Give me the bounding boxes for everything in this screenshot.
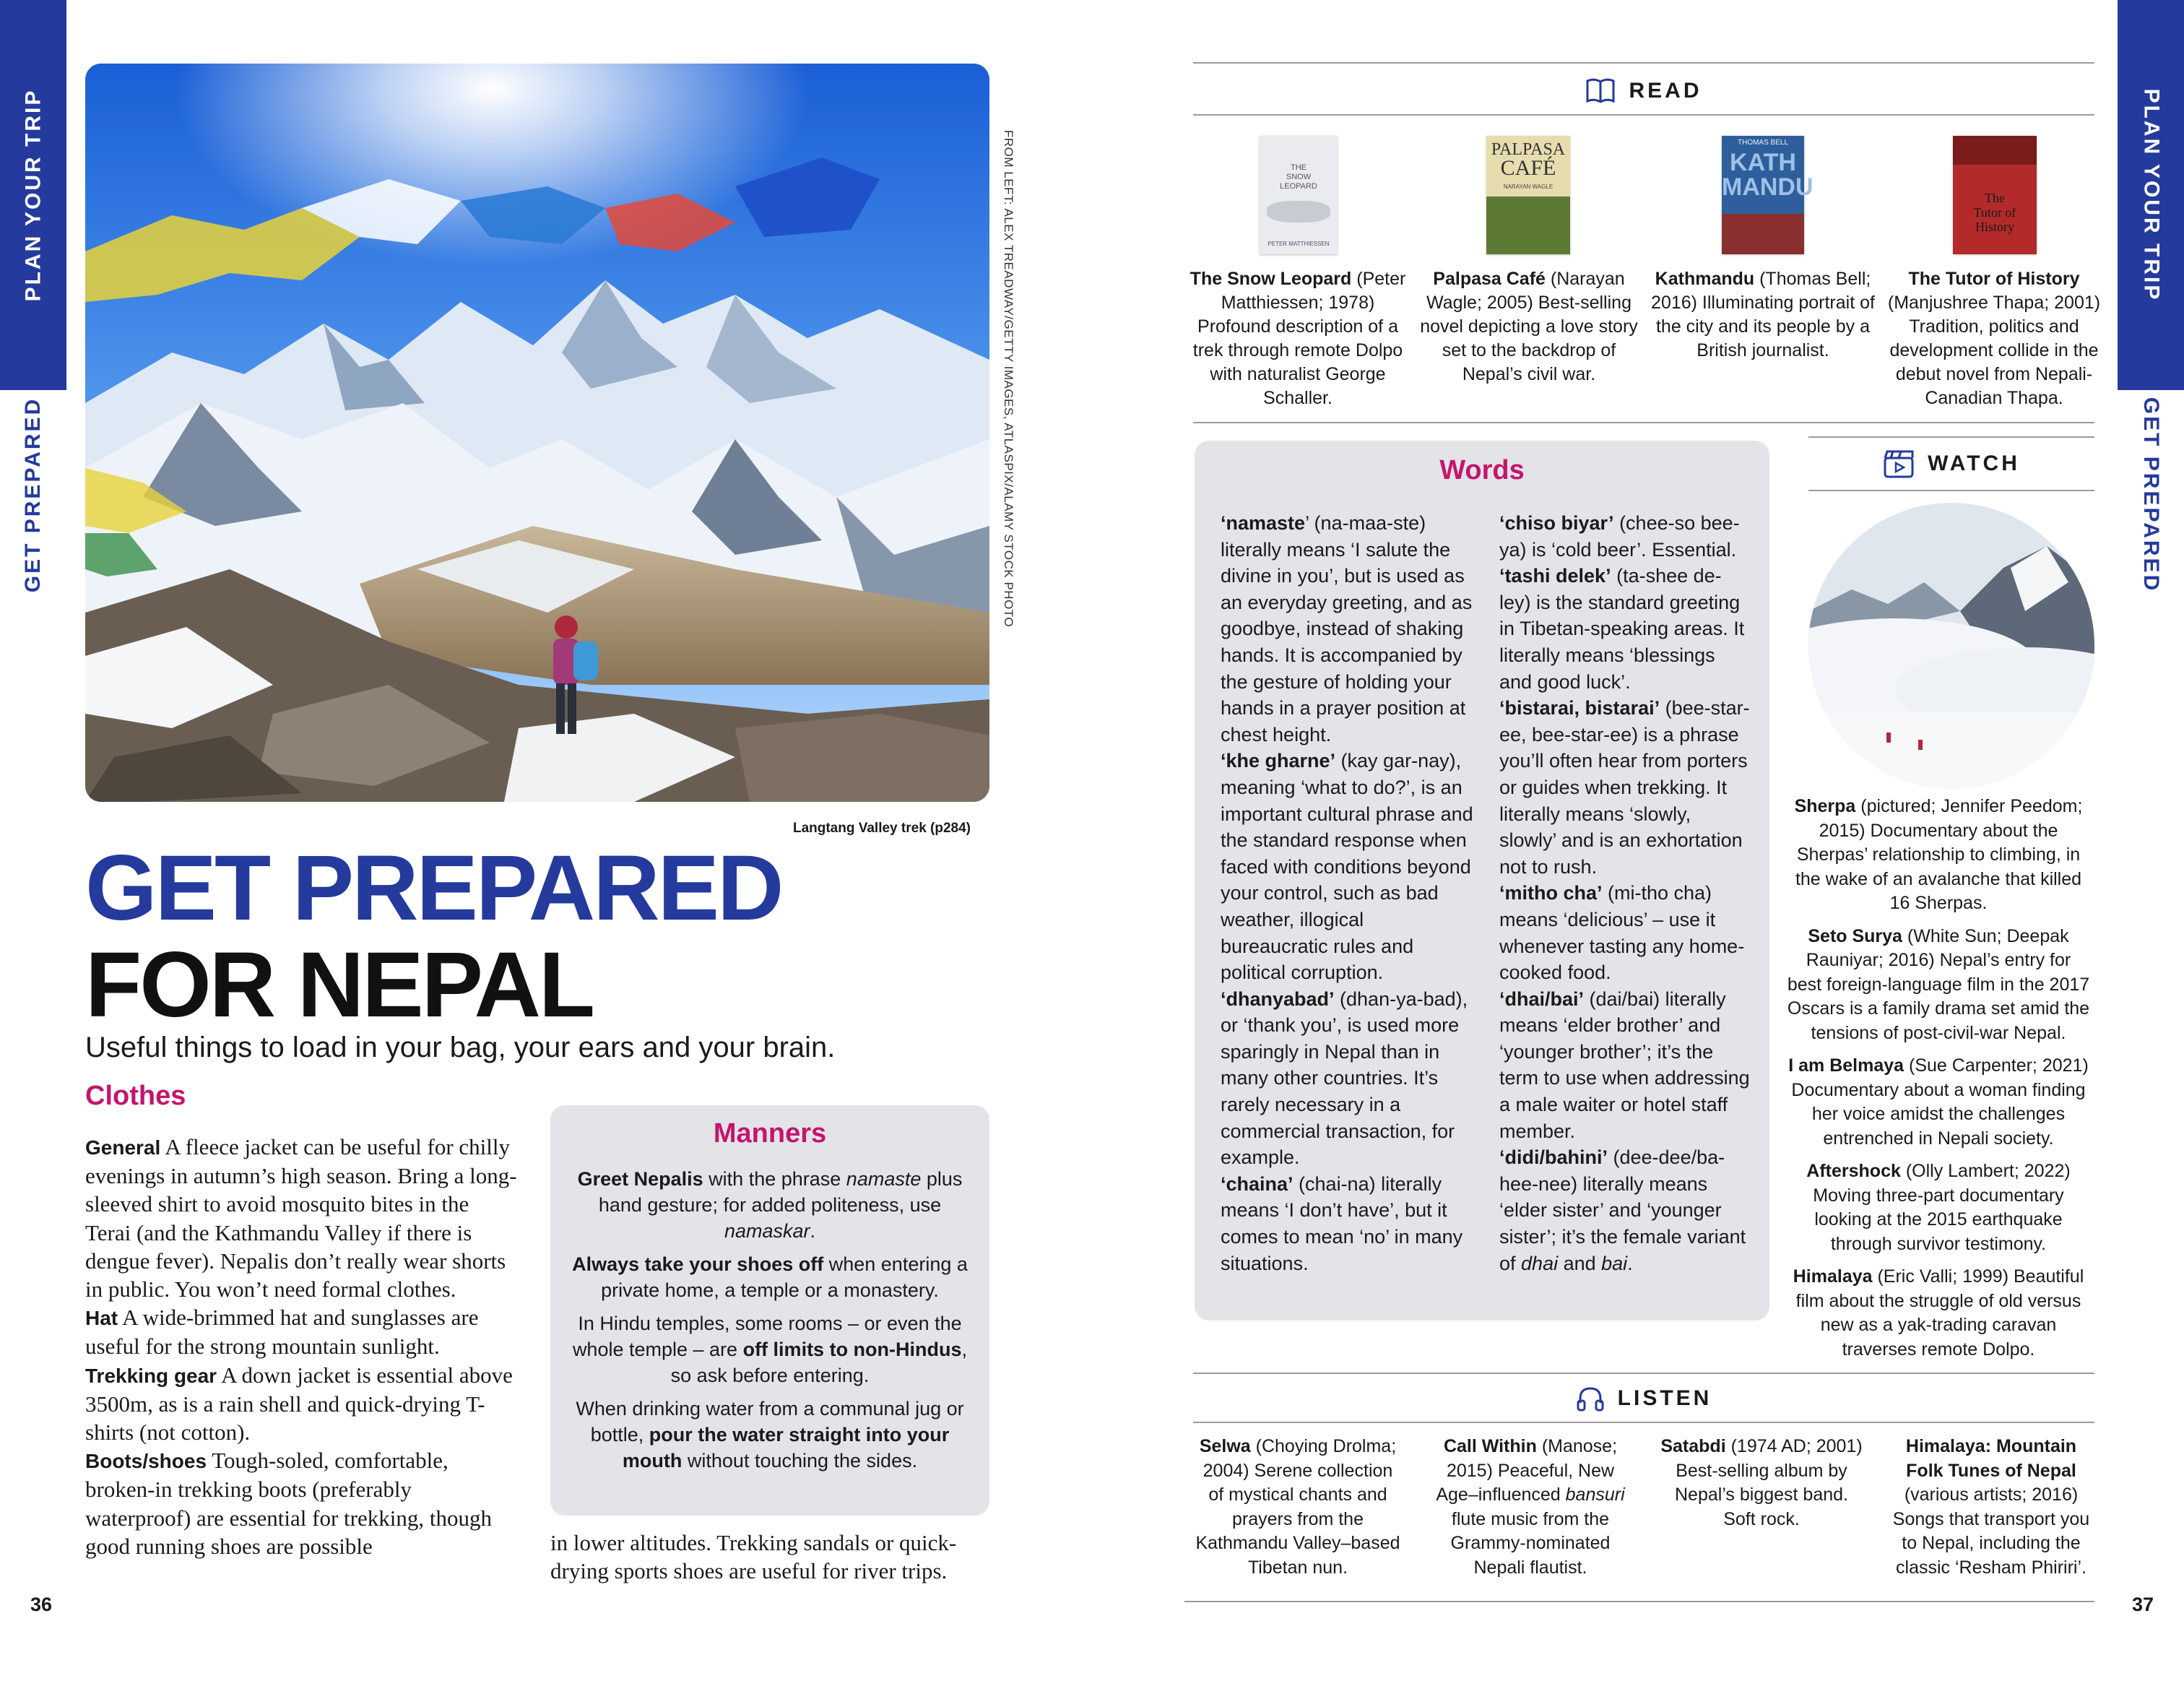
book-cover-title <box>1722 149 1814 201</box>
album-title: Himalaya: Mountain Folk Tunes of Nepal <box>1905 1436 2077 1481</box>
watch-item <box>1787 925 2090 1046</box>
words-box <box>1195 441 1769 1321</box>
cover-foliage <box>1486 196 1570 254</box>
book-cover-title <box>1486 140 1570 178</box>
hero-photo <box>85 64 989 802</box>
photo-caption: Langtang Valley trek (p284) <box>792 821 971 836</box>
word-term: ‘namaste <box>1221 512 1306 534</box>
word-entry <box>1499 986 1752 1145</box>
cover-crowd <box>1953 136 2037 165</box>
photo-credit <box>994 130 1018 628</box>
manners-body <box>566 1166 974 1481</box>
manners-paragraph <box>566 1396 974 1474</box>
divider <box>1808 436 2094 438</box>
divider <box>1808 490 2094 491</box>
cover-author: NARAYAN WAGLE <box>1503 183 1554 190</box>
page-title-line1: GET PREPARED <box>85 837 782 940</box>
clothes-text: Tough-soled, comfortable, broken-in trekking boots (preferably waterproof) are essential for trekking, though good running shoes are possible <box>85 1448 492 1559</box>
word-entry <box>1499 880 1752 985</box>
album-italic: bansuri <box>1565 1485 1625 1505</box>
manners-text: with the phrase <box>703 1168 846 1190</box>
manners-text: . <box>810 1220 816 1242</box>
listen-item-himalaya-folk-tunes <box>1886 1435 2096 1580</box>
headphones-icon <box>1576 1384 1605 1413</box>
album-description: (Manose; 2015) Peaceful, New Age–influenced <box>1436 1436 1618 1505</box>
word-italic: dhai <box>1521 1252 1559 1274</box>
film-title: Aftershock <box>1806 1161 1901 1181</box>
watch-item <box>1787 795 2090 916</box>
word-definition: and <box>1558 1252 1602 1274</box>
manners-bold: Always take your shoes off <box>572 1253 824 1275</box>
book-title: Kathmandu <box>1655 269 1755 289</box>
watch-item <box>1787 1265 2090 1362</box>
page-number-left: 36 <box>30 1594 53 1615</box>
page-title-line2: FOR NEPAL <box>85 933 594 1037</box>
cover-text: CAFÉ <box>1500 156 1556 180</box>
divider <box>1193 62 2094 64</box>
words-heading: Words <box>1439 455 1525 485</box>
manners-text: when entering a private home, a temple or a monastery. <box>601 1253 968 1301</box>
album-title: Call Within <box>1443 1436 1537 1456</box>
listen-item-selwa <box>1193 1435 1403 1580</box>
word-definition: (ta-shee de-ley) is the standard greeting in Tibetan-speaking areas. It literally means ‘blessings and good luck’. <box>1499 565 1745 693</box>
word-definition: (bee-star-ee, bee-star-ee) is a phrase you’ll often hear from porters or guides when trekking. It literally means ‘slowly, slowly’ and is an exhortation not to rush. <box>1499 697 1750 878</box>
word-definition: (kay gar-nay), meaning ‘what to do?’, is an important cultural phrase and the standard response when faced with conditions beyond your control, such as bad weather, illogical bureaucratic rules and political corruption. <box>1221 750 1473 984</box>
word-entry <box>1499 695 1752 880</box>
album-title: Satabdi <box>1660 1436 1726 1456</box>
cover-text: History <box>1975 220 2014 234</box>
manners-text: without touching the sides. <box>682 1450 918 1472</box>
side-tab-get-prepared-left <box>0 397 66 593</box>
word-italic: bai <box>1601 1252 1628 1274</box>
clothes-item-trekking-gear <box>85 1361 519 1447</box>
snowy-peaks-illustration <box>1808 503 2094 789</box>
manners-italic: namaste <box>846 1168 922 1190</box>
word-term: ‘chiso biyar’ <box>1499 512 1614 534</box>
cover-author: THOMAS BELL <box>1737 139 1789 147</box>
side-tab-get-prepared-right <box>2118 397 2184 593</box>
word-definition: (dhan-ya-bad), or ‘thank you’, is used more sparingly in Nepal than in many other countries. It’s rarely necessary in a commercial transaction, for example. <box>1221 988 1468 1169</box>
word-definition: (mi-tho cha) means ‘delicious’ – use it whenever tasting any home-cooked food. <box>1499 882 1745 984</box>
cover-text: The <box>1985 191 2005 205</box>
clothes-term: Boots/shoes <box>85 1450 207 1473</box>
book-icon <box>1585 77 1616 105</box>
clothes-text: A down jacket is essential above 3500m, as is a rain shell and quick-drying T-shirts (not cotton). <box>85 1362 513 1446</box>
manners-paragraph <box>566 1166 974 1244</box>
listen-item-call-within <box>1426 1435 1635 1580</box>
word-definition: ’ (na-maa-ste) literally means ‘I salute the divine in you’, but is used as an everyday greeting, and as goodbye, instead of shaking hands. It is accompanied by the gesture of holding your hands in a prayer position at chest height. <box>1221 512 1473 746</box>
words-column-1 <box>1221 510 1473 1276</box>
read-label: READ <box>1629 79 1702 103</box>
word-term: ‘dhanyabad’ <box>1221 988 1335 1010</box>
word-definition: (dee-dee/ba-hee-nee) literally means ‘elder sister’ and ‘younger sister’; it’s the female variant of <box>1499 1146 1746 1274</box>
photo-credit-text: FROM LEFT: ALEX TREADWAY/GETTY IMAGES, ATLASPIX/ALAMY STOCK PHOTO <box>1002 130 1015 628</box>
book-cover-tutor-of-history <box>1953 136 2037 254</box>
manners-text: plus hand gesture; for added politeness, use <box>598 1168 963 1216</box>
watch-list <box>1787 795 2090 1370</box>
book-entry-tutor-of-history <box>1882 267 2106 410</box>
book-cover-snow-leopard <box>1260 136 1338 254</box>
book-description: (Manjushree Thapa; 2001) Tradition, politics and development collide in the debut novel from Nepali-Canadian Thapa. <box>1887 293 2101 408</box>
cover-text: PALPASA <box>1491 140 1566 159</box>
manners-bold: Greet Nepalis <box>577 1168 703 1190</box>
film-title: Seto Surya <box>1808 925 1902 946</box>
clothes-text: A wide-brimmed hat and sunglasses are useful for the strong mountain sunlight. <box>85 1305 479 1360</box>
manners-bold: pour the water straight into your mouth <box>622 1424 950 1472</box>
cover-text: LEOPARD <box>1280 182 1317 191</box>
clothes-text: A fleece jacket can be useful for chilly evenings in autumn’s high season. Bring a long-sleeved shirt to avoid mosquito bites in the Terai (and the Kathmandu Valley if there is dengue fever). Nepalis don’t really wear shorts in public. You won’t need formal clothes. <box>85 1134 517 1302</box>
listen-label: LISTEN <box>1617 1386 1712 1410</box>
side-tab-label: PLAN YOUR TRIP <box>21 88 45 302</box>
cover-text: KATH <box>1730 149 1796 176</box>
word-definition: . <box>1627 1252 1633 1274</box>
film-description: (Olly Lambert; 2022) Moving three-part documentary looking at the 2015 earthquake through survivor testimony. <box>1813 1161 2071 1254</box>
word-entry <box>1221 1171 1473 1276</box>
watch-header <box>1808 444 2094 484</box>
album-description: (Choying Drolma; 2004) Serene collection of mystical chants and prayers from the Kathmandu Valley–based Tibetan nun. <box>1195 1436 1400 1578</box>
words-column-2 <box>1499 510 1752 1276</box>
cover-text: THE <box>1291 163 1306 172</box>
book-cover-palpasa-cafe <box>1486 136 1570 254</box>
film-title: I am Belmaya <box>1788 1055 1904 1076</box>
word-entry <box>1499 510 1752 563</box>
divider <box>1193 1422 2094 1423</box>
film-description: (White Sun; Deepak Rauniyar; 2016) Nepal’s entry for best foreign-language film in the 2017 Oscars is a family drama set amid the tensions of post-civil-war Nepal. <box>1787 925 2090 1043</box>
book-cover-title <box>1953 191 2037 234</box>
side-tab-label: GET PREPARED <box>21 397 46 593</box>
word-term: ‘dhai/bai’ <box>1499 988 1585 1010</box>
watch-item <box>1787 1159 2090 1256</box>
clothes-term: General <box>85 1136 161 1159</box>
side-tab-label: GET PREPARED <box>2139 397 2164 593</box>
clapperboard-icon <box>1883 449 1915 479</box>
word-term: ‘chaina’ <box>1221 1172 1294 1195</box>
manners-text: , so ask before entering. <box>670 1339 968 1386</box>
album-description: flute music from the Grammy-nominated Nepali flautist. <box>1450 1508 1611 1578</box>
page-subtitle: Useful things to load in your bag, your ears and your brain. <box>85 1032 836 1063</box>
word-term: ‘mitho cha’ <box>1499 882 1603 904</box>
manners-paragraph <box>566 1310 974 1388</box>
cover-text: Tutor of <box>1973 205 2016 220</box>
film-description: (Sue Carpenter; 2021) Documentary about a woman finding her voice amidst the challenges entrenched in Nepali society. <box>1791 1055 2089 1149</box>
leopard-figure <box>1267 201 1330 222</box>
word-definition: (chai-na) literally means ‘I don’t have’, but it comes to mean ‘no’ in many situations. <box>1221 1172 1463 1274</box>
cover-text: MANDU <box>1722 173 1814 201</box>
side-tab-label: PLAN YOUR TRIP <box>2139 88 2163 302</box>
word-term: ‘bistarai, bistarai’ <box>1499 697 1660 719</box>
word-entry <box>1499 1144 1752 1276</box>
clothes-term: Hat <box>85 1307 118 1330</box>
clothes-continued: in lower altitudes. Trekking sandals or quick-drying sports shoes are useful for river trips. <box>550 1530 957 1584</box>
manners-italic: namaskar <box>724 1220 810 1242</box>
cover-author: PETER MATTHIESSEN <box>1268 241 1330 247</box>
word-entry <box>1221 510 1473 748</box>
clothes-item-hat <box>85 1303 519 1360</box>
clothes-heading: Clothes <box>85 1081 186 1111</box>
clothes-body <box>85 1133 519 1560</box>
book-description: (Thomas Bell; 2016) Illuminating portrait of the city and its people by a British journalist. <box>1651 269 1875 360</box>
listen-item-satabdi <box>1657 1435 1866 1531</box>
book-entry-snow-leopard <box>1186 267 1410 410</box>
book-cover-kathmandu <box>1722 136 1814 254</box>
listen-header <box>1193 1378 2094 1419</box>
side-tab-plan-your-trip-right <box>2118 0 2184 390</box>
page-number-right: 37 <box>2132 1594 2154 1615</box>
word-entry <box>1499 563 1752 695</box>
manners-paragraph <box>566 1251 974 1303</box>
album-description: (various artists; 2016) Songs that transport you to Nepal, including the classic ‘Resham Phiriri’. <box>1892 1485 2090 1578</box>
word-term: ‘khe gharne’ <box>1221 750 1336 772</box>
book-cover-title <box>1260 163 1338 191</box>
film-description: (Eric Valli; 1999) Beautiful film about the struggle of old versus new as a yak-trading caravan traverses remote Dolpo. <box>1795 1266 2084 1360</box>
cover-text: SNOW <box>1286 173 1312 181</box>
film-title: Sherpa <box>1794 796 1856 816</box>
side-tab-plan-your-trip-left <box>0 0 66 390</box>
manners-box <box>550 1105 989 1516</box>
divider <box>1193 114 2094 116</box>
manners-bold: off limits to non-Hindus <box>742 1339 962 1360</box>
mountain-trek-illustration <box>85 64 989 802</box>
film-title: Himalaya <box>1793 1266 1873 1287</box>
book-description: (Narayan Wagle; 2005) Best-selling novel depicting a love story set to the backdrop of Nepal’s civil war. <box>1420 269 1638 384</box>
album-description: (1974 AD; 2001) Best-selling album by Nepal’s biggest band. Soft rock. <box>1675 1436 1863 1529</box>
book-title: The Snow Leopard <box>1190 269 1352 289</box>
word-entry <box>1221 748 1473 985</box>
sherpa-film-still <box>1808 503 2094 789</box>
manners-text: In Hindu temples, some rooms – or even the whole temple – are <box>572 1313 962 1360</box>
word-term: ‘tashi delek’ <box>1499 565 1611 587</box>
manners-heading: Manners <box>713 1118 827 1149</box>
cover-buildings <box>1722 214 1804 254</box>
word-definition: (dai/bai) literally means ‘elder brother’ and ‘younger brother’; it’s the term to use when addressing a male waiter or hotel staff member. <box>1499 988 1750 1142</box>
clothes-item-boots-shoes <box>85 1446 519 1560</box>
clothes-term: Trekking gear <box>85 1364 217 1387</box>
book-description: (Peter Matthiessen; 1978) Profound description of a trek through remote Dolpo with naturalist George Schaller. <box>1192 269 1406 408</box>
word-definition: (chee-so bee-ya) is ‘cold beer’. Essential. <box>1499 512 1740 561</box>
watch-label: WATCH <box>1928 451 2020 475</box>
divider <box>1193 422 2094 423</box>
watch-item <box>1787 1054 2090 1151</box>
film-description: (pictured; Jennifer Peedom; 2015) Documentary about the Sherpas’ relationship to climbing, in the wake of an avalanche that killed 16 Sherpas. <box>1795 796 2083 913</box>
book-entry-kathmandu <box>1651 267 1875 363</box>
album-title: Selwa <box>1199 1436 1251 1456</box>
manners-text: When drinking water from a communal jug or bottle, <box>576 1398 964 1446</box>
book-title: The Tutor of History <box>1908 269 2080 289</box>
book-entry-palpasa-cafe <box>1417 267 1641 386</box>
book-title: Palpasa Café <box>1433 269 1546 289</box>
divider <box>1184 1601 2094 1602</box>
word-term: ‘didi/bahini’ <box>1499 1146 1608 1169</box>
clothes-item-general <box>85 1133 519 1303</box>
word-entry <box>1221 986 1473 1171</box>
read-header <box>1193 71 2094 111</box>
divider <box>1193 1373 2094 1374</box>
